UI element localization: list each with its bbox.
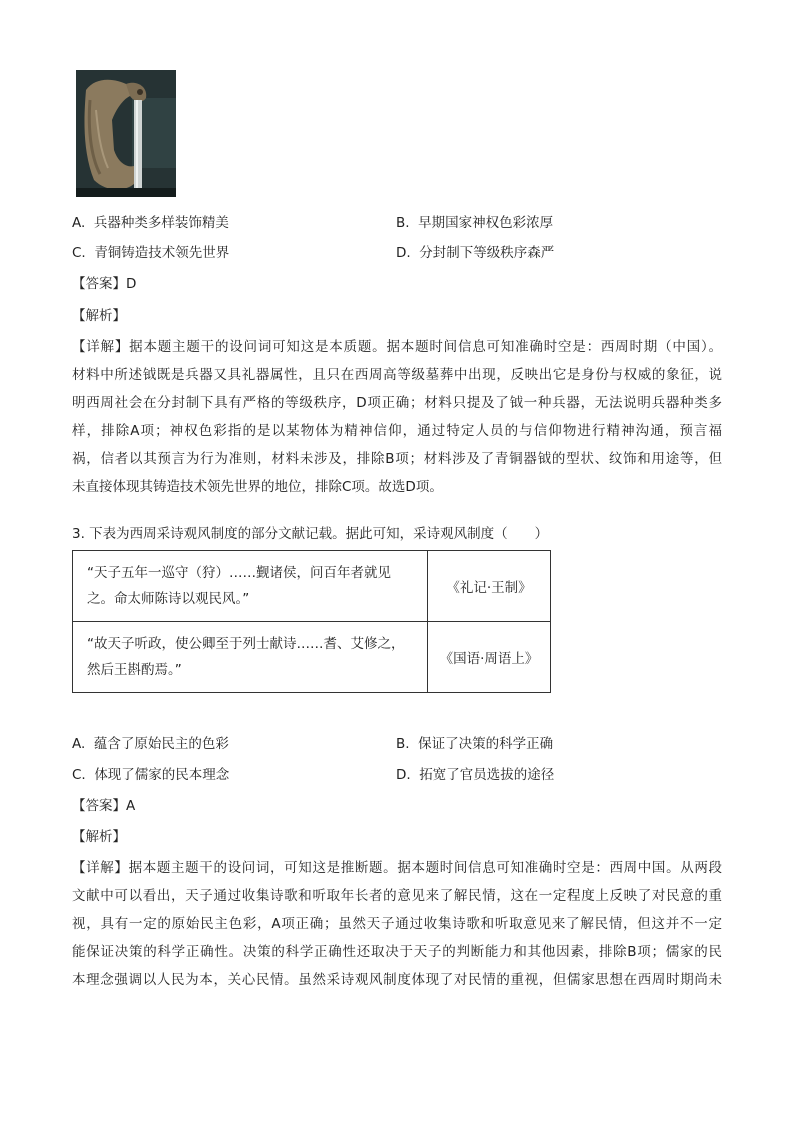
- q3-detail-line: 【详解】据本题主题干的设问词，可知这是推断题。据本题时间信息可知准确时空是：西周中国。从两段: [72, 860, 722, 876]
- q3-stem: 3. 下表为西周采诗观风制度的部分文献记载。据此可知，采诗观风制度（ ）: [72, 526, 549, 542]
- quote-line: “故天子听政，使公卿至于列士献诗……耆、艾修之，: [87, 636, 405, 652]
- q3-detail-line: 本理念强调以人民为本，关心民情。虽然采诗观风制度体现了对民情的重视，但儒家思想在西周时期尚未: [72, 972, 722, 988]
- q2-option-c: C. 青铜铸造技术领先世界: [72, 245, 230, 261]
- table-cell-source: 《国语·周语上》: [428, 622, 551, 693]
- q2-option-d: D. 分封制下等级秩序森严: [396, 245, 555, 261]
- table-cell-source: 《礼记·王制》: [428, 551, 551, 622]
- q3-detail-line: 文献中可以看出，天子通过收集诗歌和听取年长者的意见来了解民情，这在一定程度上反映了对民意的重: [72, 888, 722, 904]
- table-row: [73, 551, 551, 622]
- q2-detail-line: 祸，信者以其预言为行为准则，材料未涉及，排除B项；材料涉及了青铜器钺的型状、纹饰和用途等，但: [72, 451, 722, 467]
- q2-answer: 【答案】D: [72, 276, 137, 292]
- q2-detail-line: 明西周社会在分封制下具有严格的等级秩序，D项正确；材料只提及了钺一种兵器，无法说明兵器种类多: [72, 395, 722, 411]
- quote-line: 然后王斟酌焉。”: [87, 662, 182, 678]
- q3-option-b: B. 保证了决策的科学正确: [396, 736, 554, 752]
- q3-analysis-label: 【解析】: [72, 829, 126, 845]
- quote-line: “天子五年一巡守（狩）……觐诸侯，问百年者就见: [87, 565, 391, 581]
- q3-option-d: D. 拓宽了官员选拔的途径: [396, 767, 555, 783]
- q3-option-c: C. 体现了儒家的民本理念: [72, 767, 230, 783]
- q2-analysis-label: 【解析】: [72, 308, 126, 324]
- q3-answer: 【答案】A: [72, 798, 136, 814]
- q3-source-table: [72, 550, 551, 693]
- bronze-yue-photo: [76, 70, 176, 197]
- quote-line: 之。命太师陈诗以观民风。”: [87, 591, 250, 607]
- q3-detail-line: 视，具有一定的原始民主色彩，A项正确；虽然天子通过收集诗歌和听取意见来了解民情，但这并不一定: [72, 916, 722, 932]
- q2-detail-line: 样，排除A项；神权色彩指的是以某物体为精神信仰，通过特定人员的与信仰物进行精神沟通，预言福: [72, 423, 722, 439]
- table-cell-quote: [73, 622, 428, 693]
- q2-option-a: A. 兵器种类多样装饰精美: [72, 215, 229, 231]
- q3-detail: [72, 854, 722, 994]
- q2-detail-line: 材料中所述钺既是兵器又具礼器属性，且只在西周高等级墓葬中出现，反映出它是身份与权威的象征，说: [72, 367, 722, 383]
- q3-option-a: A. 蕴含了原始民主的色彩: [72, 736, 229, 752]
- q2-detail-line: 【详解】据本题主题干的设问词可知这是本质题。据本题时间信息可知准确时空是：西周时期（中国）。: [72, 339, 722, 355]
- q3-detail-line: 能保证决策的科学正确性。决策的科学正确性还取决于天子的判断能力和其他因素，排除B项；儒家的民: [72, 944, 722, 960]
- table-row: [73, 622, 551, 693]
- q2-detail: [72, 333, 722, 501]
- q2-detail-line: 未直接体现其铸造技术领先世界的地位，排除C项。故选D项。: [72, 479, 443, 495]
- q2-option-b: B. 早期国家神权色彩浓厚: [396, 215, 554, 231]
- table-cell-quote: [73, 551, 428, 622]
